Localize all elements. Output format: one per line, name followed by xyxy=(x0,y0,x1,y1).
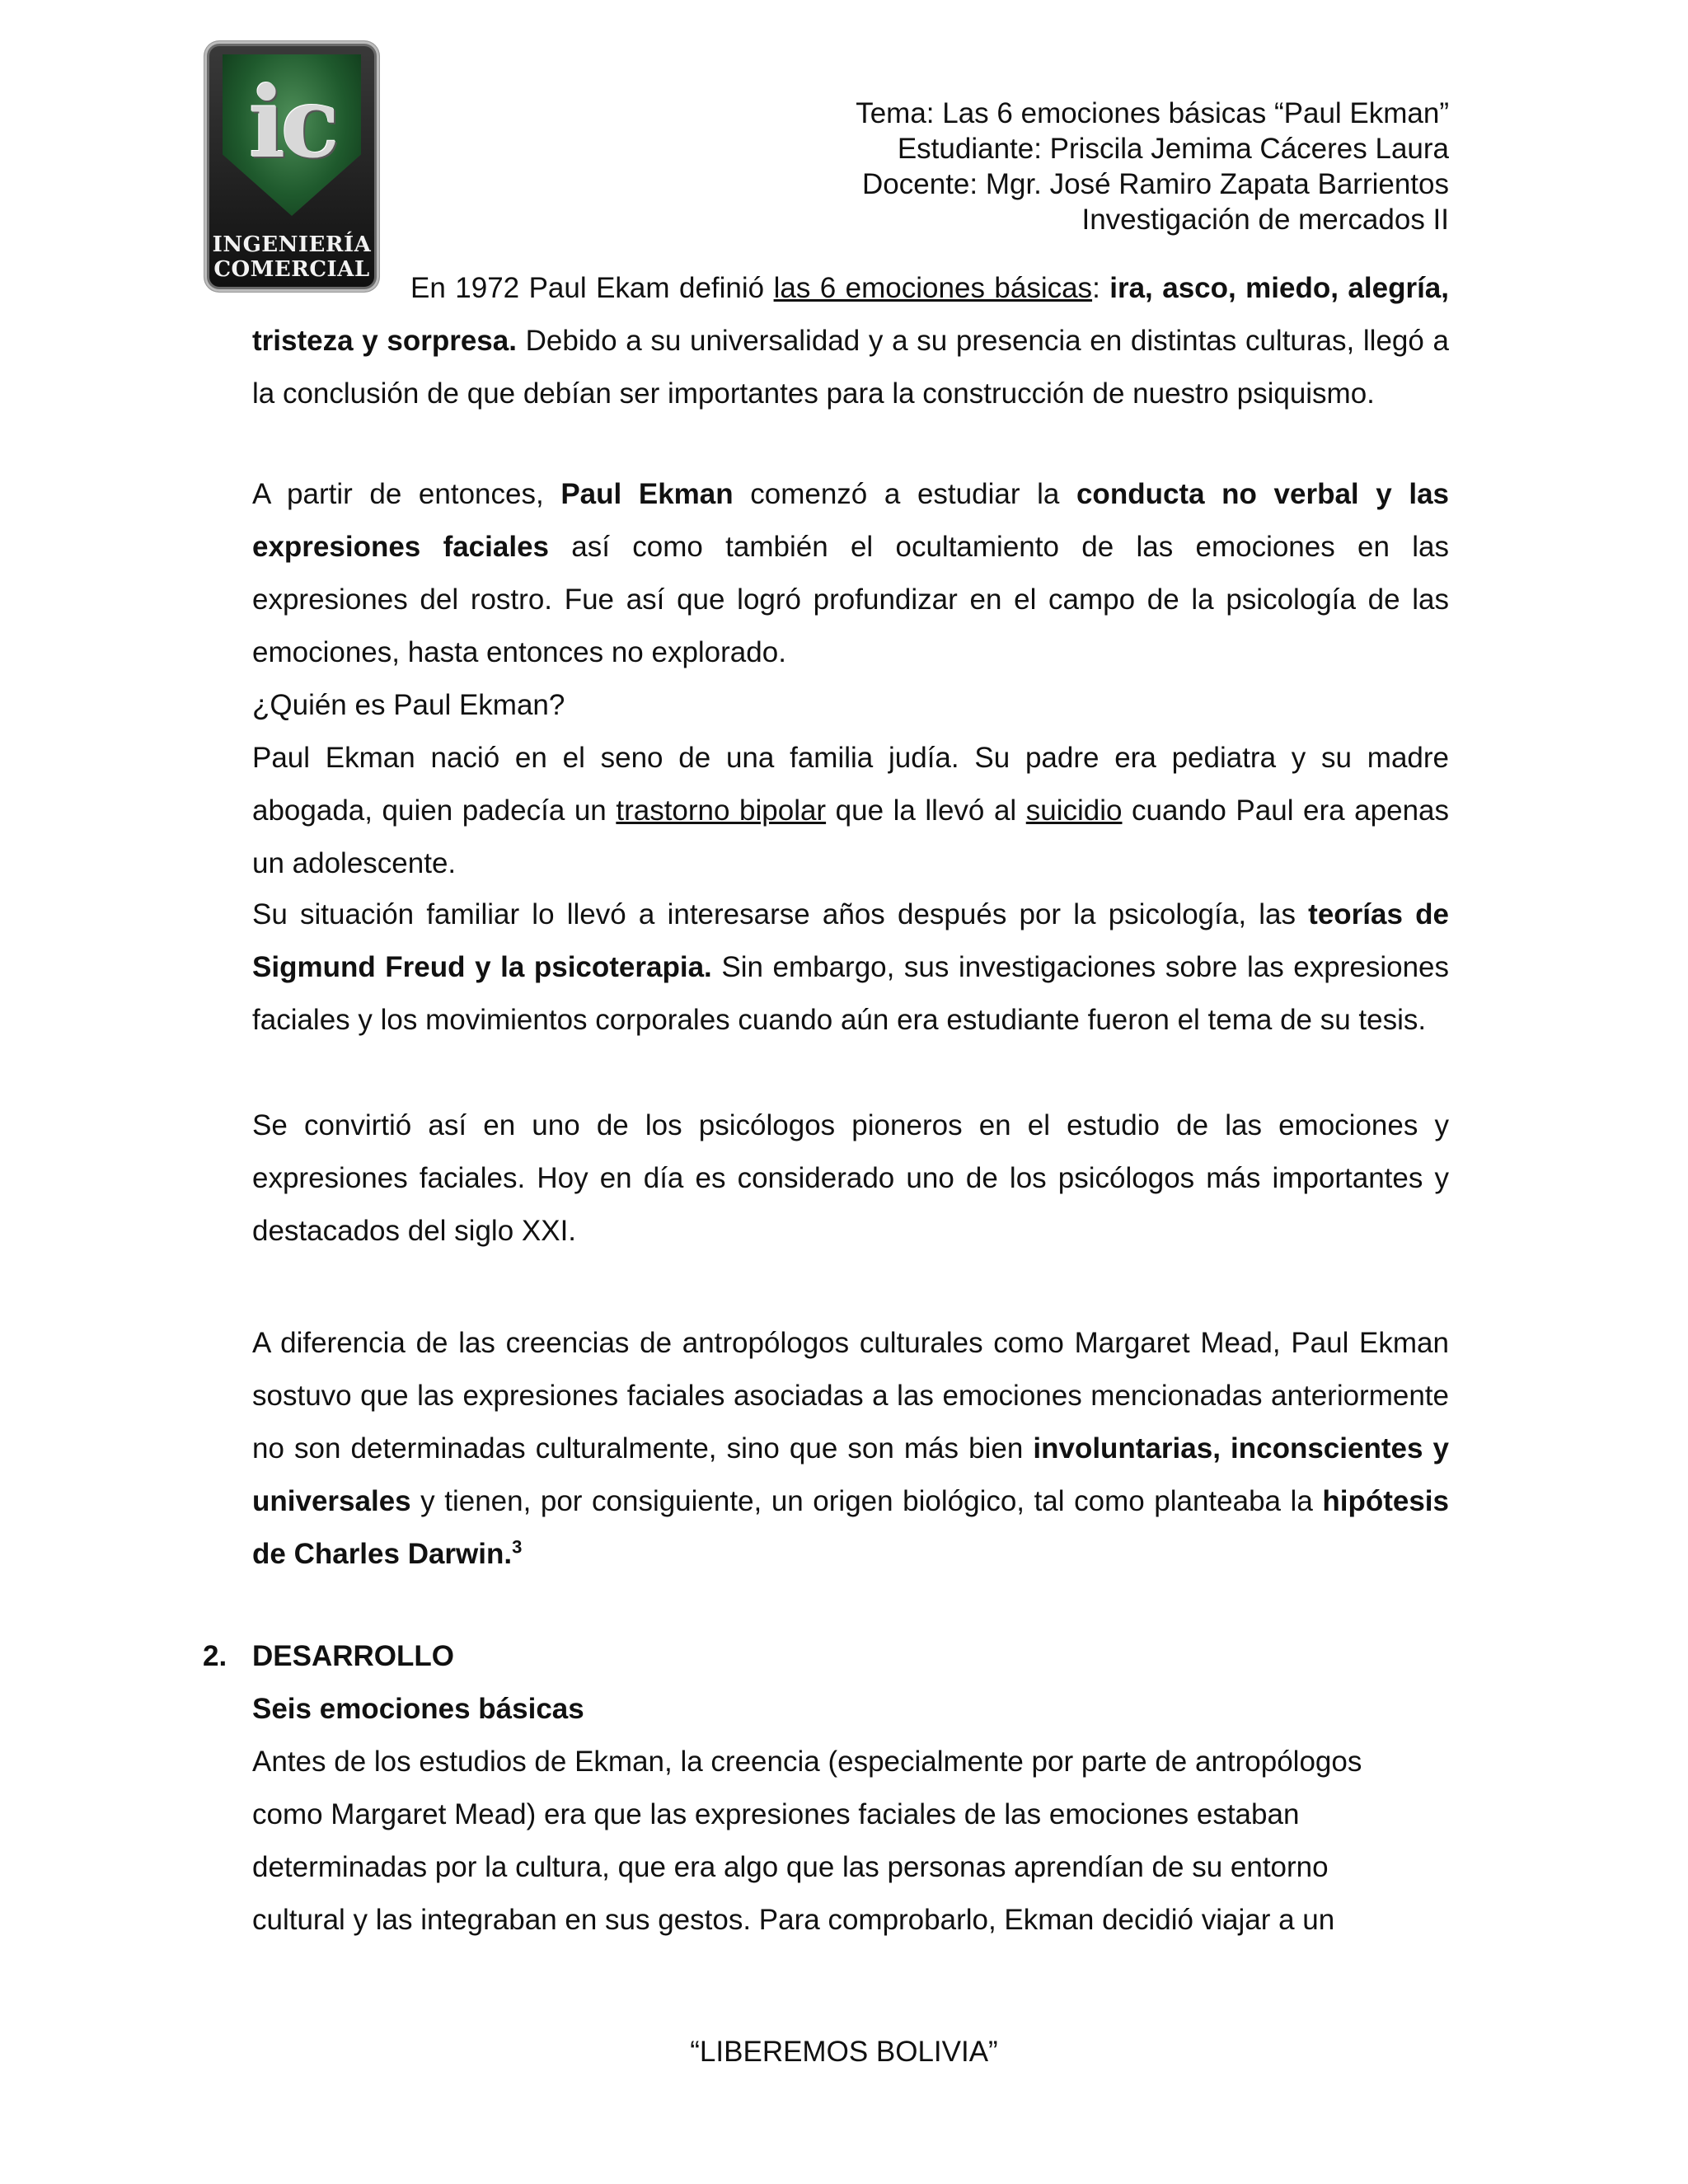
text-span: Paul Ekman nació en el seno de una familia judía. Su padre era pediatra y su madre abogada, quien padecía un xyxy=(252,742,1449,827)
bold-emotions-list: ira, asco, miedo, alegría, tristeza y sorpresa. xyxy=(252,272,1449,357)
text-span: Debido a su universalidad y a su presencia en distintas culturas, llegó a la conclusión de que debían ser importantes para la construcción de nuestro psiquismo. xyxy=(252,325,1449,410)
text-span: que la llevó al xyxy=(826,794,1026,827)
section-development xyxy=(252,1683,1449,1947)
bold-conducta: conducta no verbal y las expresiones faciales xyxy=(252,478,1449,563)
text-span: Su situación familiar lo llevó a interesarse años después por la psicología, las xyxy=(252,898,1309,930)
text-span: así como también el ocultamiento de las emociones en las expresiones del rostro. Fue así que logró profundizar en el campo de la psicología de las emociones, hasta entonces no explorado. xyxy=(252,531,1449,668)
text-span: Sin embargo, sus investigaciones sobre las expresiones faciales y los movimientos corporales cuando aún era estudiante fueron el tema de su tesis. xyxy=(252,951,1449,1036)
document-header xyxy=(856,96,1449,237)
text-span: cuando Paul era apenas un adolescente. xyxy=(252,794,1450,879)
paragraph-darwin xyxy=(252,1317,1449,1581)
link-suicidio[interactable]: suicidio xyxy=(1025,794,1123,827)
header-estudiante: Estudiante: Priscila Jemima Cáceres Laura xyxy=(897,133,1449,165)
paragraph-biography xyxy=(252,732,1449,890)
bold-freud: teorías de Sigmund Freud y la psicoterapia. xyxy=(252,898,1449,983)
paragraph-pioneer xyxy=(252,1099,1449,1258)
paragraph-intro xyxy=(252,262,1449,420)
bold-darwin: hipótesis de Charles Darwin. xyxy=(252,1485,1449,1570)
section-number: 2. xyxy=(203,1640,227,1672)
logo-text-line2: COMERCIAL xyxy=(213,257,370,282)
logo-text-line1: INGENIERÍA xyxy=(212,232,372,257)
header-docente: Docente: Mgr. José Ramiro Zapata Barrientos xyxy=(862,168,1449,200)
header-tema: Tema: Las 6 emociones básicas “Paul Ekman” xyxy=(856,97,1449,129)
text-span: A diferencia de las creencias de antropólogos culturales como Margaret Mead, Paul Ekman sostuvo que las expresiones faciales asociadas a las emociones mencionadas anteriormente no son determinadas culturalmente, sino que son más bien xyxy=(252,1327,1449,1465)
question-text: ¿Quién es Paul Ekman? xyxy=(252,689,565,721)
question-heading xyxy=(252,679,1449,732)
logo-mark: ic xyxy=(248,65,335,180)
paragraph-ekman-study xyxy=(252,468,1449,679)
page-footer: “LIBEREMOS BOLIVIA” xyxy=(690,2036,998,2068)
dev-line: determinadas por la cultura, que era algo que las personas aprendían de su entorno xyxy=(252,1851,1329,1883)
text-span: : xyxy=(1092,272,1110,304)
section-heading xyxy=(203,1630,454,1683)
section-subtitle: Seis emociones básicas xyxy=(252,1693,584,1725)
ingenieria-comercial-logo xyxy=(204,41,379,292)
bold-paul-ekman: Paul Ekman xyxy=(560,478,734,510)
footnote-marker: 3 xyxy=(512,1536,523,1558)
bold-involuntarias: involuntarias, inconscientes y universales xyxy=(252,1432,1449,1517)
dev-line: cultural y las integraban en sus gestos. Para comprobarlo, Ekman decidió viajar a un xyxy=(252,1904,1335,1936)
dev-line: como Margaret Mead) era que las expresiones faciales de las emociones estaban xyxy=(252,1798,1300,1830)
text-span: y tienen, por consiguiente, un origen biológico, tal como planteaba la xyxy=(410,1485,1323,1517)
paragraph-interests xyxy=(252,888,1449,1047)
text-span: comenzó a estudiar la xyxy=(733,478,1076,510)
text-span: En 1972 Paul Ekam definió xyxy=(410,272,774,304)
link-6-emociones-basicas[interactable]: las 6 emociones básicas xyxy=(773,272,1093,304)
link-trastorno-bipolar[interactable]: trastorno bipolar xyxy=(616,794,827,827)
header-materia: Investigación de mercados II xyxy=(1081,204,1449,236)
dev-line: Antes de los estudios de Ekman, la creencia (especialmente por parte de antropólogos xyxy=(252,1746,1362,1778)
text-span: A partir de entonces, xyxy=(252,478,561,510)
section-title: DESARROLLO xyxy=(252,1640,454,1672)
paragraph-text: Se convirtió así en uno de los psicólogos pioneros en el estudio de las emociones y expresiones faciales. Hoy en día es considerado uno de los psicólogos más importantes y destacados del siglo XXI. xyxy=(252,1109,1449,1247)
